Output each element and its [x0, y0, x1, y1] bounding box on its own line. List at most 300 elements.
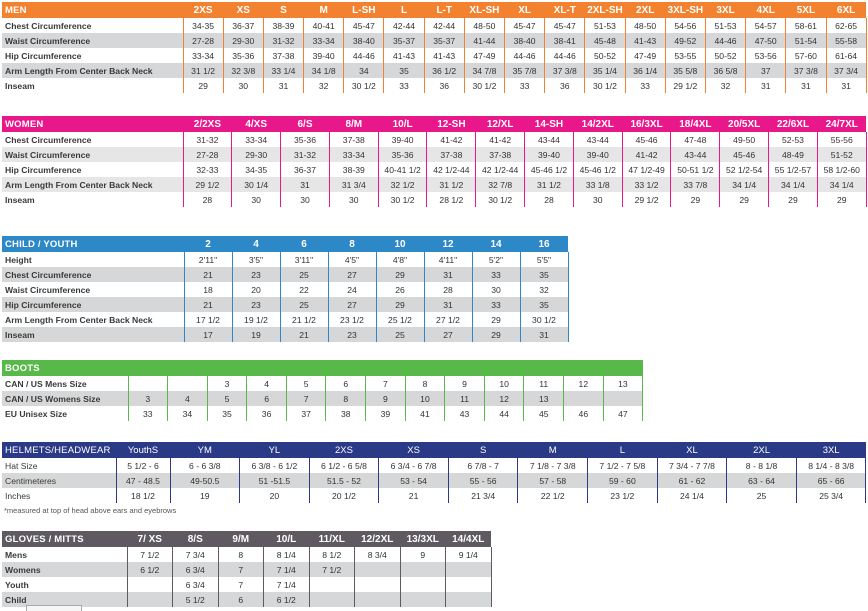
women-size-header: 14/2XL — [573, 116, 622, 132]
boots-cell: 37 — [286, 406, 326, 421]
boots-cell: 6 — [247, 391, 287, 406]
boots-cell: 3 — [207, 376, 247, 391]
men-cell: 29 1/2 — [665, 78, 705, 93]
men-cell: 29-30 — [223, 33, 263, 48]
child-row-label: Inseam — [2, 327, 184, 342]
women-cell: 32 7/8 — [476, 177, 525, 192]
gloves-cell: 9 1/4 — [446, 547, 492, 562]
men-size-header: 5XL — [786, 2, 826, 18]
men-row — [2, 33, 866, 48]
men-cell: 38-39 — [263, 18, 303, 33]
helmets-cell: 47 - 48.5 — [116, 473, 170, 488]
gloves-cell: 7 1/4 — [264, 562, 310, 577]
women-cell: 51-52 — [817, 147, 866, 162]
gloves-mitts-size-table — [2, 531, 492, 607]
helmets-cell: 6 - 6 3/8 — [170, 458, 240, 473]
men-cell: 48-50 — [464, 18, 504, 33]
men-cell: 44-46 — [344, 48, 384, 63]
men-cell: 37 3/8 — [545, 63, 585, 78]
men-cell: 37-38 — [263, 48, 303, 63]
men-cell: 45-47 — [344, 18, 384, 33]
gloves-cell: 5 1/2 — [173, 592, 219, 607]
helmets-cell: 23 1/2 — [588, 488, 658, 503]
men-cell: 35 — [384, 63, 424, 78]
gloves-cell: 8 1/4 — [264, 547, 310, 562]
women-cell: 39-40 — [525, 147, 574, 162]
child-row-label: Hip Circumference — [2, 297, 184, 312]
child-cell: 26 — [376, 282, 424, 297]
women-cell: 31 3/4 — [329, 177, 378, 192]
men-cell: 35 7/8 — [505, 63, 545, 78]
gloves-row — [2, 562, 491, 577]
child-cell: 21 1/2 — [280, 312, 328, 327]
women-cell: 32-33 — [183, 162, 232, 177]
men-cell: 41-44 — [464, 33, 504, 48]
men-cell: 58-61 — [786, 18, 826, 33]
boots-cell: 4 — [168, 391, 208, 406]
men-size-header: XS — [223, 2, 263, 18]
gloves-cell — [446, 577, 492, 592]
boots-cell — [128, 376, 168, 391]
men-cell: 51-53 — [705, 18, 745, 33]
women-row-label: Inseam — [2, 192, 183, 207]
helmets-cell: 8 1/4 - 8 3/8 — [796, 458, 866, 473]
child-cell: 25 1/2 — [376, 312, 424, 327]
women-cell: 35-36 — [378, 147, 427, 162]
boots-cell: 12 — [564, 376, 604, 391]
women-cell: 42 1/2-44 — [427, 162, 476, 177]
helmets-cell: 51.5 - 52 — [309, 473, 379, 488]
women-cell: 43-44 — [573, 132, 622, 147]
men-cell: 53-56 — [746, 48, 786, 63]
women-row — [2, 132, 866, 147]
gloves-row-label: Womens — [2, 562, 127, 577]
child-cell: 5'5" — [520, 252, 568, 267]
women-cell: 40-41 1/2 — [378, 162, 427, 177]
women-cell: 33-34 — [329, 147, 378, 162]
child-cell: 25 — [280, 267, 328, 282]
child-cell: 4'5" — [328, 252, 376, 267]
child-cell: 25 — [280, 297, 328, 312]
boots-cell: 7 — [286, 391, 326, 406]
boots-cell: 43 — [445, 406, 485, 421]
men-cell: 38-41 — [545, 33, 585, 48]
helmets-size-header: YM — [170, 442, 240, 458]
child-cell: 2'11" — [184, 252, 232, 267]
women-cell: 33-34 — [232, 132, 281, 147]
women-row-label: Arm Length From Center Back Neck — [2, 177, 183, 192]
child-cell: 17 1/2 — [184, 312, 232, 327]
men-cell: 44-46 — [505, 48, 545, 63]
child-cell: 23 — [232, 297, 280, 312]
boots-cell: 41 — [405, 406, 445, 421]
boots-cell: 8 — [326, 391, 366, 406]
helmets-cell: 61 - 62 — [657, 473, 727, 488]
men-cell: 41-43 — [384, 48, 424, 63]
child-cell: 21 — [184, 297, 232, 312]
men-cell: 33 — [384, 78, 424, 93]
men-cell: 57-60 — [786, 48, 826, 63]
men-cell: 54-56 — [665, 18, 705, 33]
gloves-cell — [446, 592, 492, 607]
boots-cell: 35 — [207, 406, 247, 421]
gloves-cell — [309, 577, 355, 592]
child-cell: 20 — [232, 282, 280, 297]
boots-cell: 12 — [484, 391, 524, 406]
women-size-header: 10/L — [378, 116, 427, 132]
child-cell: 24 — [328, 282, 376, 297]
helmets-size-header: YL — [240, 442, 310, 458]
boots-cell: 5 — [207, 391, 247, 406]
helmets-cell: 5 1/2 - 6 — [116, 458, 170, 473]
boots-size-table — [2, 360, 643, 421]
women-row — [2, 162, 866, 177]
helmets-size-header: M — [518, 442, 588, 458]
child-size-header: 16 — [520, 236, 568, 252]
men-row-label: Waist Circumference — [2, 33, 183, 48]
child-cell: 21 — [280, 327, 328, 342]
women-cell: 55-56 — [817, 132, 866, 147]
women-cell: 30 1/2 — [476, 192, 525, 207]
women-size-header: 20/5XL — [720, 116, 769, 132]
helmets-row-label: Hat Size — [2, 458, 116, 473]
gloves-cell: 6 3/4 — [173, 577, 219, 592]
men-cell: 35 1/4 — [585, 63, 625, 78]
helmets-cell: 6 1/2 - 6 5/8 — [309, 458, 379, 473]
women-cell: 34 1/4 — [817, 177, 866, 192]
women-size-header: 6/S — [281, 116, 330, 132]
women-cell: 41-42 — [476, 132, 525, 147]
boots-cell: 5 — [286, 376, 326, 391]
women-cell: 41-42 — [622, 147, 671, 162]
child-youth-size-table — [2, 236, 569, 342]
men-cell: 29 — [183, 78, 223, 93]
women-cell: 39-40 — [378, 132, 427, 147]
women-size-header: 16/3XL — [622, 116, 671, 132]
women-cell: 30 — [232, 192, 281, 207]
helmets-cell: 63 - 64 — [727, 473, 797, 488]
men-cell: 45-48 — [585, 33, 625, 48]
women-cell: 30 — [281, 192, 330, 207]
men-cell: 37 3/8 — [786, 63, 826, 78]
child-size-header: 10 — [376, 236, 424, 252]
men-size-header: M — [304, 2, 344, 18]
boots-cell: 4 — [247, 376, 287, 391]
gloves-cell — [309, 592, 355, 607]
helmets-cell: 65 - 66 — [796, 473, 866, 488]
men-cell: 54-57 — [746, 18, 786, 33]
women-cell: 35-36 — [281, 132, 330, 147]
child-cell: 31 — [520, 327, 568, 342]
helmets-cell: 7 1/2 - 7 5/8 — [588, 458, 658, 473]
men-row — [2, 18, 866, 33]
men-cell: 36-37 — [223, 18, 263, 33]
women-cell: 29-30 — [232, 147, 281, 162]
boots-cell: 8 — [405, 376, 445, 391]
men-cell: 47-49 — [625, 48, 665, 63]
women-size-header: 24/7XL — [817, 116, 866, 132]
men-cell: 47-50 — [746, 33, 786, 48]
women-cell: 45-46 — [622, 132, 671, 147]
gloves-cell — [355, 592, 401, 607]
helmets-size-header: 2XS — [309, 442, 379, 458]
gloves-size-header: 11/XL — [309, 531, 355, 547]
women-cell: 36-37 — [281, 162, 330, 177]
boots-cell: 10 — [484, 376, 524, 391]
women-title: WOMEN — [2, 116, 183, 132]
helmets-row — [2, 488, 866, 503]
men-cell: 32 — [304, 78, 344, 93]
helmets-size-header: XS — [379, 442, 449, 458]
women-cell: 32 1/2 — [378, 177, 427, 192]
women-cell: 29 — [720, 192, 769, 207]
men-cell: 33 — [625, 78, 665, 93]
helmets-cell: 6 3/4 - 6 7/8 — [379, 458, 449, 473]
men-cell: 45-47 — [545, 18, 585, 33]
men-size-header: 6XL — [826, 2, 866, 18]
men-cell: 35-36 — [223, 48, 263, 63]
men-cell: 42-44 — [384, 18, 424, 33]
men-cell: 30 1/2 — [585, 78, 625, 93]
child-cell: 19 1/2 — [232, 312, 280, 327]
gloves-cell: 7 1/2 — [309, 562, 355, 577]
gloves-cell — [446, 562, 492, 577]
child-cell: 30 1/2 — [520, 312, 568, 327]
women-cell: 37-38 — [427, 147, 476, 162]
gloves-row — [2, 547, 491, 562]
men-size-header: 3XL — [705, 2, 745, 18]
men-size-header: XL-SH — [464, 2, 504, 18]
child-cell: 3'5" — [232, 252, 280, 267]
child-cell: 29 — [472, 327, 520, 342]
helmets-row — [2, 473, 866, 488]
men-row — [2, 63, 866, 78]
women-cell: 33 7/8 — [671, 177, 720, 192]
gloves-cell: 6 3/4 — [173, 562, 219, 577]
women-cell: 29 — [671, 192, 720, 207]
gloves-size-header: 14/4XL — [446, 531, 492, 547]
child-cell: 29 — [472, 312, 520, 327]
boots-title: BOOTS — [2, 360, 128, 376]
men-cell: 36 5/8 — [705, 63, 745, 78]
women-cell: 45-46 1/2 — [573, 162, 622, 177]
helmet-measurement-note: *measured at top of head above ears and eyebrows — [4, 506, 177, 515]
child-cell: 4'11" — [424, 252, 472, 267]
helmets-row-label: Centimeteres — [2, 473, 116, 488]
women-cell: 29 1/2 — [622, 192, 671, 207]
boots-cell — [564, 391, 604, 406]
boots-row — [2, 391, 643, 406]
men-cell: 41-43 — [424, 48, 464, 63]
women-cell: 58 1/2-60 — [817, 162, 866, 177]
boots-cell: 33 — [128, 406, 168, 421]
women-cell: 52 1/2-54 — [720, 162, 769, 177]
boots-cell: 6 — [326, 376, 366, 391]
helmets-cell: 7 3/4 - 7 7/8 — [657, 458, 727, 473]
men-cell: 30 1/2 — [344, 78, 384, 93]
helmets-header-row — [2, 442, 866, 458]
helmets-cell: 21 3/4 — [448, 488, 518, 503]
helmets-cell: 57 - 58 — [518, 473, 588, 488]
child-row-label: Chest Circumference — [2, 267, 184, 282]
men-size-header: L-T — [424, 2, 464, 18]
men-cell: 36 1/4 — [625, 63, 665, 78]
helmets-cell: 24 1/4 — [657, 488, 727, 503]
child-cell: 27 1/2 — [424, 312, 472, 327]
child-row-label: Waist Circumference — [2, 282, 184, 297]
child-cell: 28 — [424, 282, 472, 297]
women-cell: 31 — [281, 177, 330, 192]
men-size-header: 2XL — [625, 2, 665, 18]
women-row — [2, 192, 866, 207]
men-row-label: Arm Length From Center Back Neck — [2, 63, 183, 78]
women-size-table — [2, 116, 867, 207]
women-size-header: 18/4XL — [671, 116, 720, 132]
men-size-header: 3XL-SH — [665, 2, 705, 18]
boots-row — [2, 406, 643, 421]
men-cell: 33-34 — [304, 33, 344, 48]
child-cell: 27 — [424, 327, 472, 342]
men-size-table — [2, 2, 867, 93]
boots-cell: 11 — [445, 391, 485, 406]
men-cell: 31 — [826, 78, 866, 93]
men-cell: 33-34 — [183, 48, 223, 63]
boots-row-label: EU Unisex Size — [2, 406, 128, 421]
child-cell: 22 — [280, 282, 328, 297]
helmets-cell: 19 — [170, 488, 240, 503]
men-cell: 31 — [786, 78, 826, 93]
boots-cell: 3 — [128, 391, 168, 406]
child-cell: 23 — [328, 327, 376, 342]
child-size-header: 6 — [280, 236, 328, 252]
women-cell: 49-50 — [720, 132, 769, 147]
gloves-size-header: 10/L — [264, 531, 310, 547]
women-header-row — [2, 116, 866, 132]
gloves-cell: 7 1/4 — [264, 577, 310, 592]
gloves-cell — [400, 592, 446, 607]
men-cell: 35 5/8 — [665, 63, 705, 78]
men-cell: 39-40 — [304, 48, 344, 63]
boots-row-label: CAN / US Mens Size — [2, 376, 128, 391]
men-cell: 36 — [424, 78, 464, 93]
helmets-cell: 18 1/2 — [116, 488, 170, 503]
women-row — [2, 147, 866, 162]
boots-cell: 46 — [564, 406, 604, 421]
gloves-row-label: Child — [2, 592, 127, 607]
women-cell: 31-32 — [183, 132, 232, 147]
child-cell: 27 — [328, 267, 376, 282]
men-cell: 31-32 — [263, 33, 303, 48]
helmets-cell: 49-50.5 — [170, 473, 240, 488]
men-cell: 35-37 — [424, 33, 464, 48]
child-size-header: 2 — [184, 236, 232, 252]
women-cell: 27-28 — [183, 147, 232, 162]
child-row — [2, 282, 568, 297]
men-cell: 41-43 — [625, 33, 665, 48]
helmets-cell: 8 - 8 1/8 — [727, 458, 797, 473]
women-cell: 31 1/2 — [525, 177, 574, 192]
women-cell: 31 1/2 — [427, 177, 476, 192]
helmets-cell: 25 — [727, 488, 797, 503]
men-cell: 30 1/2 — [464, 78, 504, 93]
child-row — [2, 252, 568, 267]
helmets-row-label: Inches — [2, 488, 116, 503]
boots-header-fill — [128, 360, 643, 376]
child-cell: 29 — [376, 267, 424, 282]
women-size-header: 4/XS — [232, 116, 281, 132]
women-cell: 45-46 — [720, 147, 769, 162]
child-cell: 29 — [376, 297, 424, 312]
boots-row — [2, 376, 643, 391]
boots-row-label: CAN / US Womens Size — [2, 391, 128, 406]
boots-cell: 9 — [445, 376, 485, 391]
helmets-size-header: YouthS — [116, 442, 170, 458]
child-cell: 32 — [520, 282, 568, 297]
child-cell: 18 — [184, 282, 232, 297]
gloves-size-header: 8/S — [173, 531, 219, 547]
gloves-cell: 8 — [218, 547, 264, 562]
child-cell: 19 — [232, 327, 280, 342]
men-row-label: Hip Circumference — [2, 48, 183, 63]
men-cell: 31 1/2 — [183, 63, 223, 78]
men-cell: 53-55 — [665, 48, 705, 63]
women-cell: 28 — [525, 192, 574, 207]
men-cell: 32 — [705, 78, 745, 93]
women-cell: 29 — [769, 192, 818, 207]
men-cell: 30 — [223, 78, 263, 93]
boots-cell — [603, 391, 643, 406]
child-cell: 35 — [520, 297, 568, 312]
helmets-cell: 21 — [379, 488, 449, 503]
women-cell: 50-51 1/2 — [671, 162, 720, 177]
women-cell: 43-44 — [525, 132, 574, 147]
men-size-header: L — [384, 2, 424, 18]
women-size-header: 8/M — [329, 116, 378, 132]
child-cell: 31 — [424, 297, 472, 312]
child-cell: 4'8" — [376, 252, 424, 267]
child-title: CHILD / YOUTH — [2, 236, 184, 252]
gloves-row — [2, 577, 491, 592]
women-cell: 30 1/4 — [232, 177, 281, 192]
women-cell: 33 1/2 — [622, 177, 671, 192]
child-size-header: 14 — [472, 236, 520, 252]
gloves-cell: 8 3/4 — [355, 547, 401, 562]
boots-cell: 44 — [484, 406, 524, 421]
women-cell: 38-39 — [329, 162, 378, 177]
women-cell: 28 1/2 — [427, 192, 476, 207]
women-cell: 31-32 — [281, 147, 330, 162]
child-size-header: 4 — [232, 236, 280, 252]
women-cell: 34-35 — [232, 162, 281, 177]
child-row — [2, 267, 568, 282]
gloves-cell — [355, 562, 401, 577]
helmets-size-header: XL — [657, 442, 727, 458]
men-cell: 48-50 — [625, 18, 665, 33]
boots-cell: 36 — [247, 406, 287, 421]
women-cell: 47-48 — [671, 132, 720, 147]
helmets-size-header: L — [588, 442, 658, 458]
men-row-label: Chest Circumference — [2, 18, 183, 33]
women-cell: 52-53 — [769, 132, 818, 147]
men-cell: 51-54 — [786, 33, 826, 48]
women-cell: 45-46 1/2 — [525, 162, 574, 177]
women-cell: 33 1/8 — [573, 177, 622, 192]
men-size-header: 2XL-SH — [585, 2, 625, 18]
women-size-header: 22/6XL — [769, 116, 818, 132]
women-cell: 47 1/2-49 — [622, 162, 671, 177]
gloves-cell: 7 — [218, 562, 264, 577]
men-cell: 34 7/8 — [464, 63, 504, 78]
